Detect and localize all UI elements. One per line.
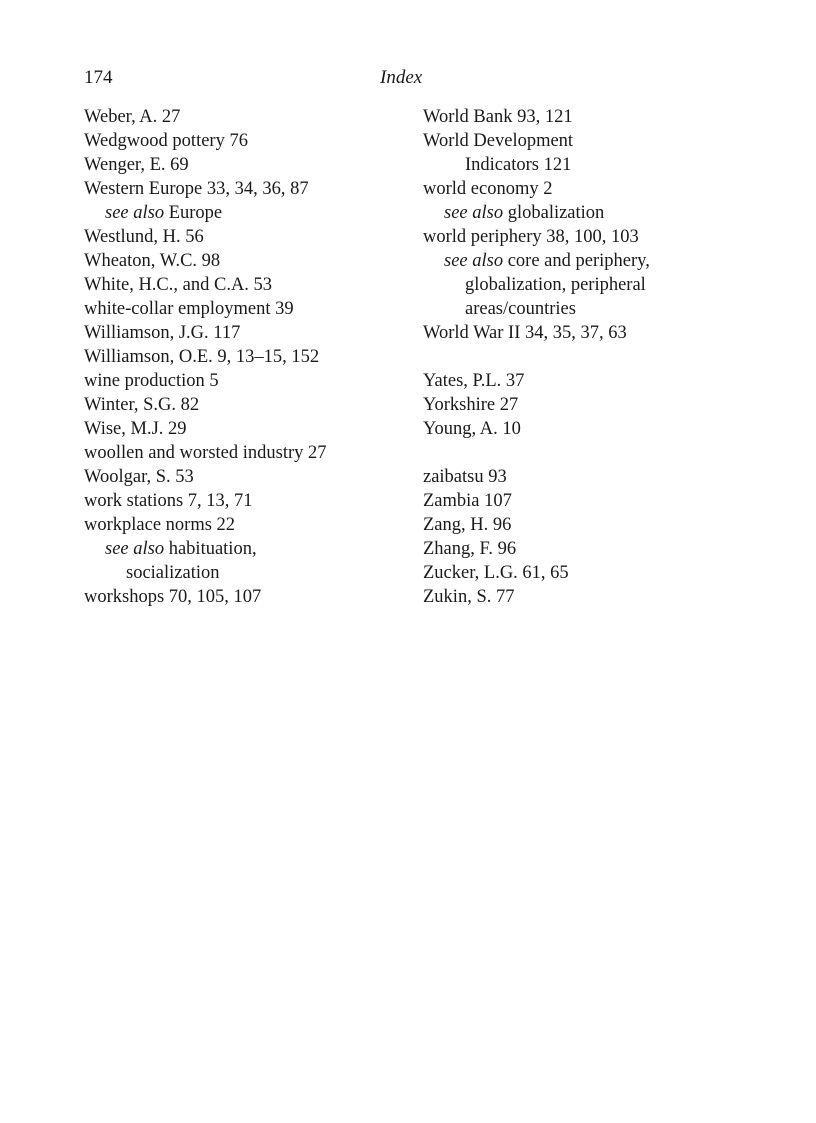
see-also-label: see also [444,251,504,271]
index-entry: Williamson, O.E. 9, 13–15, 152 [84,347,320,367]
index-entry: Zhang, F. 96 [423,539,517,559]
index-entry: wine production 5 [84,371,219,391]
index-entry: work stations 7, 13, 71 [84,491,253,511]
index-entry: Western Europe 33, 34, 36, 87 [84,179,309,199]
index-see-also [423,249,723,273]
index-see-also [84,537,414,561]
index-continuation: socialization [126,563,220,583]
see-also-target: habituation, [164,539,257,559]
index-entry: Zukin, S. 77 [423,587,515,607]
index-entry: Young, A. 10 [423,419,521,439]
index-entry: World War II 34, 35, 37, 63 [423,323,627,343]
index-entry: workplace norms 22 [84,515,236,535]
section-gap [423,441,723,465]
index-entry: Woolgar, S. 53 [84,467,194,487]
index-entry: world economy 2 [423,179,553,199]
index-entry: Wenger, E. 69 [84,155,189,175]
index-entry: White, H.C., and C.A. 53 [84,275,273,295]
index-continuation: Indicators 121 [465,155,572,175]
see-also-label: see also [444,203,504,223]
index-entry: white-collar employment 39 [84,299,294,319]
page-header [84,67,732,95]
page-number: 174 [84,67,113,88]
see-also-label: see also [105,539,165,559]
index-column-right [423,105,723,609]
index-entry: Yorkshire 27 [423,395,519,415]
index-entry: Wedgwood pottery 76 [84,131,248,151]
index-entry: Zambia 107 [423,491,512,511]
index-entry: workshops 70, 105, 107 [84,587,262,607]
index-entry: woollen and worsted industry 27 [84,443,327,463]
index-entry: Wise, M.J. 29 [84,419,187,439]
index-entry: zaibatsu 93 [423,467,507,487]
index-entry: Winter, S.G. 82 [84,395,200,415]
see-also-label: see also [105,203,165,223]
see-also-target: Europe [164,203,223,223]
index-entry: Zucker, L.G. 61, 65 [423,563,569,583]
index-entry: Williamson, J.G. 117 [84,323,241,343]
section-gap [423,345,723,369]
index-continuation: areas/countries [465,299,576,319]
index-continuation: globalization, peripheral [465,275,646,295]
index-see-also [423,201,723,225]
index-entry: World Bank 93, 121 [423,107,573,127]
running-head: Index [380,67,423,88]
index-entry: World Development [423,131,574,151]
index-entry: world periphery 38, 100, 103 [423,227,639,247]
index-entry: Yates, P.L. 37 [423,371,525,391]
index-entry: Westlund, H. 56 [84,227,204,247]
index-see-also [84,201,414,225]
index-column-left [84,105,414,609]
index-entry: Wheaton, W.C. 98 [84,251,221,271]
index-entry: Zang, H. 96 [423,515,512,535]
see-also-target: globalization [503,203,605,223]
see-also-target: core and periphery, [503,251,650,271]
index-entry: Weber, A. 27 [84,107,181,127]
